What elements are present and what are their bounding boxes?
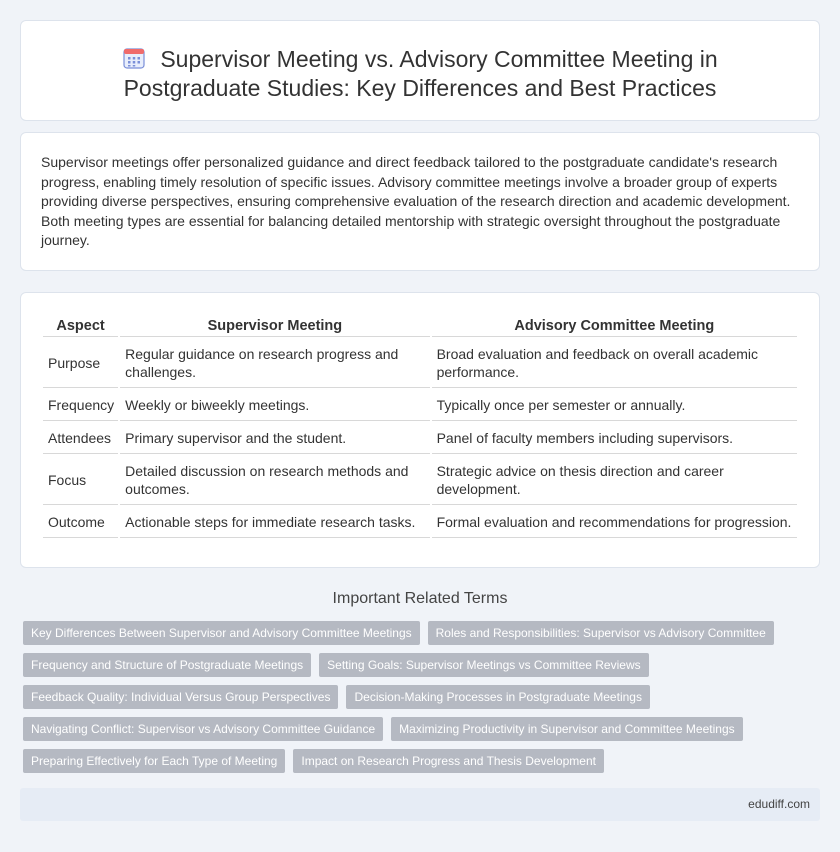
table-header-row xyxy=(43,315,797,337)
related-term-link[interactable]: Roles and Responsibilities: Supervisor vs Advisory Committee xyxy=(428,621,774,645)
row-aspect: Attendees xyxy=(43,423,118,454)
related-term-link[interactable]: Impact on Research Progress and Thesis Development xyxy=(293,749,604,773)
row-aspect: Focus xyxy=(43,456,118,505)
row-supervisor: Weekly or biweekly meetings. xyxy=(120,390,429,421)
row-committee: Broad evaluation and feedback on overall academic performance. xyxy=(432,339,797,388)
title-line-2: Postgraduate Studies: Key Differences and Best Practices xyxy=(123,75,717,101)
row-aspect: Frequency xyxy=(43,390,118,421)
related-term-link[interactable]: Decision-Making Processes in Postgraduate Meetings xyxy=(346,685,649,709)
header-aspect: Aspect xyxy=(43,315,118,337)
related-term-link[interactable]: Maximizing Productivity in Supervisor and Committee Meetings xyxy=(391,717,742,741)
row-supervisor: Detailed discussion on research methods and outcomes. xyxy=(120,456,429,505)
page-title xyxy=(21,45,819,103)
row-committee: Panel of faculty members including supervisors. xyxy=(432,423,797,454)
footer-site-name[interactable]: edudiff.com xyxy=(748,797,810,811)
table-row xyxy=(43,339,797,388)
row-supervisor: Actionable steps for immediate research tasks. xyxy=(120,507,429,538)
intro-card xyxy=(20,132,820,271)
comparison-card xyxy=(20,292,820,568)
row-supervisor: Regular guidance on research progress and challenges. xyxy=(120,339,429,388)
comparison-table xyxy=(41,313,799,540)
related-terms-heading: Important Related Terms xyxy=(332,590,508,607)
row-committee: Strategic advice on thesis direction and career development. xyxy=(432,456,797,505)
related-term-link[interactable]: Key Differences Between Supervisor and Advisory Committee Meetings xyxy=(23,621,420,645)
table-row xyxy=(43,456,797,505)
calendar-icon xyxy=(122,46,146,70)
related-term-link[interactable]: Navigating Conflict: Supervisor vs Advisory Committee Guidance xyxy=(23,717,383,741)
footer xyxy=(20,788,820,821)
header-committee: Advisory Committee Meeting xyxy=(432,315,797,337)
row-committee: Typically once per semester or annually. xyxy=(432,390,797,421)
title-card xyxy=(20,20,820,121)
row-aspect: Outcome xyxy=(43,507,118,538)
title-line-1: Supervisor Meeting vs. Advisory Committee Meeting in xyxy=(160,46,718,72)
row-aspect: Purpose xyxy=(43,339,118,388)
related-term-link[interactable]: Feedback Quality: Individual Versus Group Perspectives xyxy=(23,685,338,709)
related-term-link[interactable]: Setting Goals: Supervisor Meetings vs Committee Reviews xyxy=(319,653,648,677)
header-supervisor: Supervisor Meeting xyxy=(120,315,429,337)
table-row xyxy=(43,507,797,538)
related-term-link[interactable]: Preparing Effectively for Each Type of Meeting xyxy=(23,749,285,773)
table-row xyxy=(43,423,797,454)
related-terms-list xyxy=(23,621,803,773)
row-committee: Formal evaluation and recommendations for progression. xyxy=(432,507,797,538)
intro-paragraph: Supervisor meetings offer personalized guidance and direct feedback tailored to the postgraduate candidate's research progress, enabling timely resolution of specific issues. Advisory committee meetings involve a broader group of experts providing diverse perspectives, ensuring comprehensive evaluation of the research direction and academic development. Both meeting types are essential for balancing detailed mentorship with strategic oversight throughout the postgraduate journey. xyxy=(41,154,791,248)
table-row xyxy=(43,390,797,421)
row-supervisor: Primary supervisor and the student. xyxy=(120,423,429,454)
related-term-link[interactable]: Frequency and Structure of Postgraduate Meetings xyxy=(23,653,311,677)
